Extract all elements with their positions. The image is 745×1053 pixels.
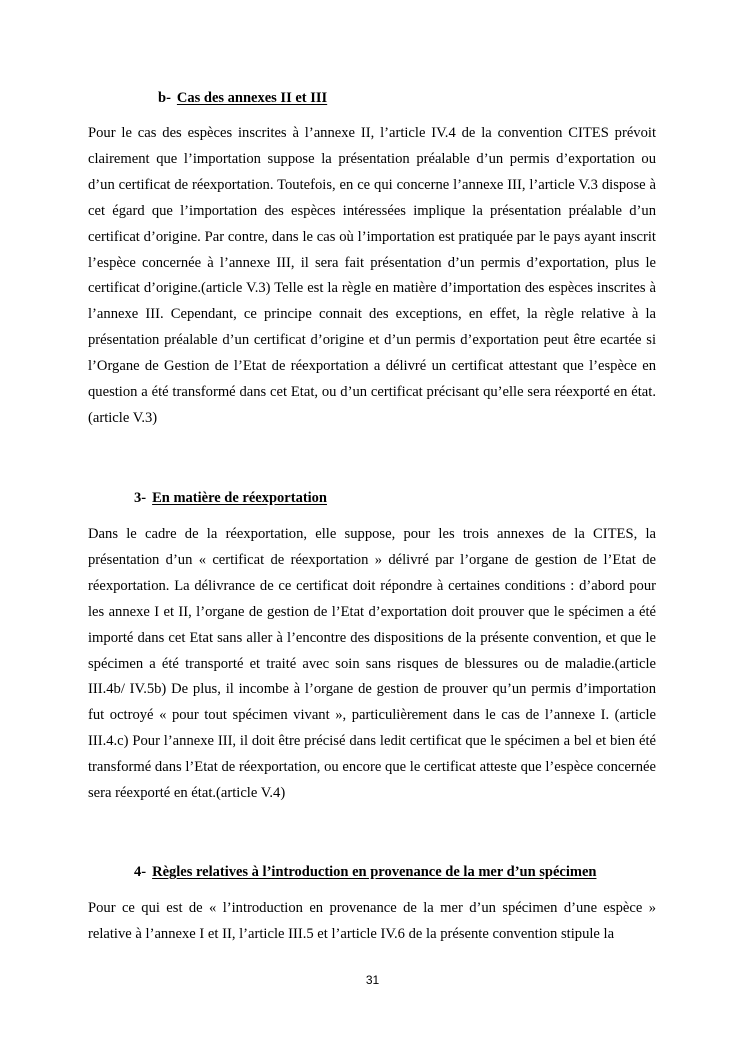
section-b-heading <box>158 88 327 108</box>
section-3-number: 3- <box>134 490 147 506</box>
section-b-paragraph: Pour le cas des espèces inscrites à l’annexe II, l’article IV.4 de la convention CITES prévoit clairement que l’importation suppose la présentation préalable d’un permis d’exportation ou d’un certificat de réexportation. Toutefois, en ce qui concerne l’annexe III, l’article V.3 dispose à cet égard que l’importation des espèces intéressées implique la présentation préalable d’un certificat d’origine. Par contre, dans le cas où l’importation est pratiquée par le pays ayant inscrit l’espèce concernée à l’annexe III, il sera fait présentation d’un permis d’exportation, plus le certificat d’origine.(article V.3) Telle est la règle en matière d’importation des espèces inscrites à l’annexe III. Cependant, ce principe connait des exceptions, en effet, la règle relative à la présentation préalable d’un certificat d’origine et d’un permis d’exportation peut être ecartée si l’Organe de Gestion de l’Etat de réexportation a délivré un certificat attestant que l’espèce en question a été transformé dans cet Etat, ou d’un certificat précisant qu’elle sera réexporté en état.(article V.3) <box>88 125 656 426</box>
section-3-paragraph: Dans le cadre de la réexportation, elle suppose, pour les trois annexes de la CITES, la présentation d’un « certificat de réexportation » délivré par l’organe de gestion de l’Etat de réexportation. La délivrance de ce certificat doit répondre à certaines conditions : d’abord pour les annexe I et II, l’organe de gestion de l’Etat d’exportation doit prouver que le spécimen a été importé dans cet Etat sans aller à l’encontre des dispositions de la présente convention, et que le spécimen a été transporté et traité avec soin sans risques de blessures ou de maladie.(article III.4b/ IV.5b) De plus, il incombe à l’organe de gestion de prouver qu’un permis d’importation fut octroyé « pour tout spécimen vivant », particulièrement dans le cas de l’annexe I. (article III.4.c) Pour l’annexe III, il doit être précisé dans ledit certificat que le spécimen a bel et bien été transformé dans l’Etat de réexportation, ou encore que le certificat atteste que l’espèce concernée sera réexporté en état.(article V.4) <box>88 526 656 802</box>
section-3-title: En matière de réexportation <box>152 490 327 506</box>
page-number: 31 <box>365 973 380 987</box>
section-b-number: b- <box>158 90 171 106</box>
section-4-heading <box>134 862 596 882</box>
section-4-title: Règles relatives à l’introduction en provenance de la mer d’un spécimen <box>152 864 597 880</box>
section-3-heading <box>134 488 327 508</box>
section-4-number: 4- <box>134 864 147 880</box>
section-b-title: Cas des annexes II et III <box>176 90 328 106</box>
section-4-paragraph: Pour ce qui est de « l’introduction en provenance de la mer d’un spécimen d’une espèce » relative à l’annexe I et II, l’article III.5 et l’article IV.6 de la présente convention stipule la <box>88 900 656 942</box>
